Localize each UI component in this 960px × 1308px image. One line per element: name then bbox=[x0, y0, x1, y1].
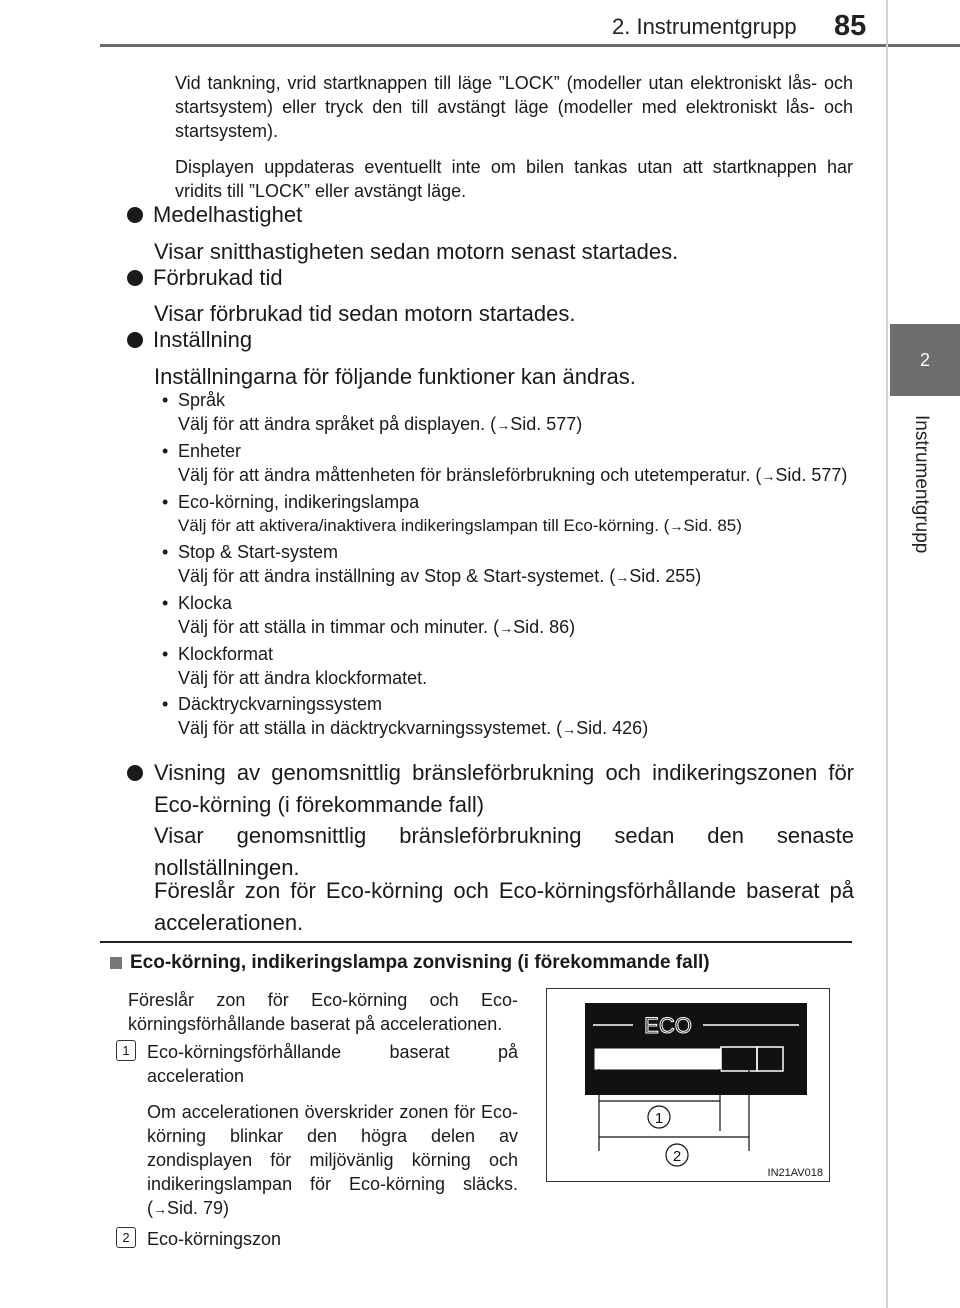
callout-2-label: 2 bbox=[672, 1148, 682, 1165]
item-2-badge: 2 bbox=[116, 1227, 136, 1248]
intro-paragraph-2: Displayen uppdateras eventuellt inte om bilen tankas utan att startknappen har vridits till ”LOCK” eller avstängt läge. bbox=[175, 157, 853, 201]
callout-1-label: 1 bbox=[654, 1110, 664, 1127]
section-rule bbox=[100, 941, 852, 943]
figure-id: IN21AV018 bbox=[767, 1167, 823, 1179]
list-item: • Däcktryckvarningssystem Välj för att ställa in däcktryckvarningssystemet. (→Sid. 426) bbox=[162, 692, 862, 741]
settings-list bbox=[162, 388, 862, 741]
list-item: • Klockformat Välj för att ändra klockformatet. bbox=[162, 642, 862, 690]
section-intro: Föreslår zon för Eco-körning och Eco-körningsförhållande baserat på accelerationen. bbox=[128, 990, 518, 1034]
arrow-right-icon: → bbox=[669, 518, 684, 534]
bullet-eco-display-title: Visning av genomsnittlig bränsleförbrukning och indikeringszonen för Eco-körning (i förekommande fall) bbox=[154, 760, 854, 817]
bullet-settings-text: Inställningarna för följande funktioner kan ändras. bbox=[154, 364, 636, 389]
item-2-title: Eco-körningszon bbox=[147, 1229, 282, 1249]
bullet-settings: Inställning bbox=[127, 327, 252, 353]
header-rule bbox=[100, 44, 960, 47]
bullet-average-speed: Medelhastighet bbox=[127, 202, 302, 228]
intro-paragraph-1: Vid tankning, vrid startknappen till läge ”LOCK” (modeller utan elektroniskt lås- och startsystem) eller tryck den till avstängt läge (modeller med elektroniskt lås- och startsystem). bbox=[175, 73, 853, 141]
eco-zone-figure bbox=[546, 988, 830, 1182]
bullet-icon bbox=[127, 765, 143, 781]
bullet-eco-display-text-2: Föreslår zon för Eco-körning och Eco-körningsförhållande baserat på accelerationen. bbox=[154, 878, 854, 935]
bullet-icon bbox=[127, 332, 143, 348]
item-1-badge: 1 bbox=[116, 1040, 136, 1061]
bullet-icon bbox=[127, 270, 143, 286]
list-item: • Klocka Välj för att ställa in timmar och minuter. (→Sid. 86) bbox=[162, 591, 862, 640]
page-number: 85 bbox=[834, 10, 867, 42]
list-item: • Enheter Välj för att ändra måttenheten för bränsleförbrukning och utetemperatur. (→Sid. 577) bbox=[162, 439, 862, 488]
bullet-elapsed-time-text: Visar förbrukad tid sedan motorn startades. bbox=[154, 301, 576, 326]
list-item: • Stop & Start-system Välj för att ändra inställning av Stop & Start-systemet. (→Sid. 255) bbox=[162, 540, 862, 589]
item-1-text: Om accelerationen överskrider zonen för Eco-körning blinkar den högra delen av zondisplayen för miljövänlig körning och indikeringslampan för Eco-körning släcks. (→Sid. 79) bbox=[147, 1102, 518, 1218]
eco-label: ECO bbox=[644, 1013, 692, 1038]
arrow-right-icon: → bbox=[615, 569, 630, 585]
eco-zone-diagram bbox=[547, 989, 829, 1181]
eco-bar-fill bbox=[595, 1049, 721, 1069]
bullet-elapsed-time: Förbrukad tid bbox=[127, 265, 283, 291]
bullet-eco-display bbox=[127, 757, 153, 781]
bullet-icon bbox=[127, 207, 143, 223]
arrow-right-icon: → bbox=[761, 468, 776, 484]
square-bullet-icon bbox=[110, 957, 122, 969]
arrow-right-icon: → bbox=[496, 417, 511, 433]
arrow-right-icon: → bbox=[562, 721, 577, 737]
section-heading: Eco-körning, indikeringslampa zonvisning (i förekommande fall) bbox=[110, 952, 710, 974]
list-item: • Eco-körning, indikeringslampa Välj för att aktivera/inaktivera indikeringslampan till Eco-körning. (→Sid. 85) bbox=[162, 490, 862, 538]
bullet-eco-display-text-1: Visar genomsnittlig bränsleförbrukning sedan den senaste nollställningen. bbox=[154, 823, 854, 880]
list-item: • Språk Välj för att ändra språket på displayen. (→Sid. 577) bbox=[162, 388, 862, 437]
chapter-tab-label: Instrumentgrupp bbox=[911, 415, 932, 554]
side-divider bbox=[886, 0, 888, 1308]
arrow-right-icon: → bbox=[153, 1201, 167, 1217]
chapter-title: 2. Instrumentgrupp bbox=[612, 14, 797, 39]
arrow-right-icon: → bbox=[499, 620, 514, 636]
bullet-average-speed-text: Visar snitthastigheten sedan motorn senast startades. bbox=[154, 239, 679, 264]
chapter-tab[interactable]: 2 bbox=[890, 324, 960, 396]
item-1-title: Eco-körningsförhållande baserat på acceleration bbox=[147, 1042, 518, 1086]
